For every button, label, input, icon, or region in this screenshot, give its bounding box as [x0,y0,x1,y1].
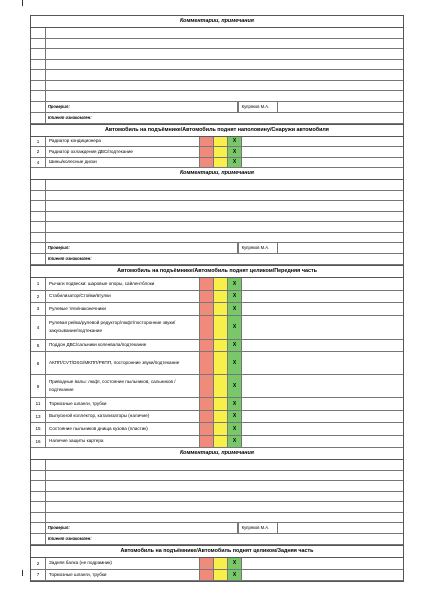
section-title: Автомобиль на подъёмнике/Автомобиль поднят наполовину/Снаружи автомобиля [31,125,403,137]
comment-line[interactable] [31,513,403,524]
item-text: Наличие защиты картера [46,436,200,448]
item-number: 15 [31,423,46,435]
item-text: Тормозные шланги, трубки [46,398,200,410]
status-red-cell[interactable] [200,352,214,374]
status-yellow-cell[interactable] [214,137,228,147]
item-number: 11 [31,398,46,410]
comment-line[interactable] [31,180,403,191]
client-acknowledged-label: Клиент ознакомлен: [48,114,92,120]
status-yellow-cell[interactable] [214,340,228,352]
item-text: АКПП/CVT/DSG/МКПП/РКПП, посторонние звуки/подтекание [46,352,200,374]
comment-line[interactable] [31,481,403,492]
comment-line[interactable] [31,49,403,60]
comment-line[interactable] [31,201,403,212]
comment-line[interactable] [31,28,403,39]
comment-line[interactable] [31,233,403,244]
status-green-cell[interactable]: X [228,375,242,397]
status-yellow-cell[interactable] [214,158,228,168]
item-number: 7 [31,570,46,581]
item-number: 1 [31,137,46,147]
status-green-cell[interactable]: X [228,278,242,290]
client-acknowledged-label: Клиент ознакомлен: [48,256,92,261]
comment-line[interactable] [31,222,403,233]
comment-line[interactable] [31,471,403,482]
section-title: Автомобиль на подъёмнике/Автомобиль поднят целиком/Передняя часть [31,266,403,278]
item-number: 4 [31,316,46,339]
checklist-row [31,137,403,148]
checklist-row [31,570,403,582]
checklist-row [31,558,403,570]
status-green-cell[interactable]: X [228,147,242,157]
front-section [30,265,404,545]
checklist-row [31,158,403,169]
comments-header: Комментарии, примечания [31,168,403,180]
checklist-row [31,278,403,291]
status-green-cell[interactable]: X [228,398,242,410]
status-yellow-cell[interactable] [214,352,228,374]
status-red-cell[interactable] [200,375,214,397]
checked-by-label: Проверил: [46,243,238,253]
status-yellow-cell[interactable] [214,303,228,315]
checked-by-row [31,523,403,534]
item-text: Поддон ДВС/сальники коленвала/подтекание [46,340,200,352]
client-acknowledged-row [31,534,403,545]
comments-section-1 [30,15,404,124]
status-green-cell[interactable]: X [228,303,242,315]
status-red-cell[interactable] [200,291,214,303]
item-number: 4 [31,158,46,168]
status-green-cell[interactable]: X [228,570,242,581]
checklist-row [31,352,403,375]
status-green-cell[interactable]: X [228,137,242,147]
status-red-cell[interactable] [200,147,214,157]
status-red-cell[interactable] [200,398,214,410]
checklist-row [31,147,403,158]
checklist-row [31,436,403,449]
item-number: 16 [31,436,46,448]
status-green-cell[interactable]: X [228,352,242,374]
status-red-cell[interactable] [200,570,214,581]
item-text: Тормозные шланги, трубки [46,570,200,581]
status-red-cell[interactable] [200,340,214,352]
checklist-row [31,291,403,304]
item-text: Выпускной коллектор, катализаторы (наличие) [46,411,200,423]
comment-line[interactable] [31,460,403,471]
item-number: 1 [31,278,46,290]
item-text: Рулевая рейка/рулевой редуктор/люфт/посторонние звуки/закусывание/подтекание [46,316,200,339]
comment-line[interactable] [31,70,403,81]
client-acknowledged-row [31,254,403,265]
comment-line[interactable] [31,502,403,513]
status-yellow-cell[interactable] [214,411,228,423]
status-yellow-cell[interactable] [214,570,228,581]
status-yellow-cell[interactable] [214,436,228,448]
margin-mark-top [22,0,23,6]
status-green-cell[interactable]: X [228,340,242,352]
checked-by-row [31,243,403,254]
item-text: Приводные валы: люфт, состояние пыльников, сальников / подтекание [46,375,200,397]
status-red-cell[interactable] [200,137,214,147]
checked-by-name: Купряков М.А. [238,243,277,253]
checked-by-name: Купряков М.А. [238,523,277,533]
item-text: Радиатор кондиционера [46,137,200,147]
comment-line[interactable] [31,60,403,71]
item-text: Шины/колесные диски [46,158,200,168]
item-text: Радиатор охлаждения ДВС/подтекание [46,147,200,157]
status-yellow-cell[interactable] [214,423,228,435]
checklist-row [31,423,403,436]
status-green-cell[interactable]: X [228,158,242,168]
margin-mark-bottom [22,570,23,576]
status-yellow-cell[interactable] [214,398,228,410]
client-acknowledged-row [31,113,403,124]
status-green-cell[interactable]: X [228,291,242,303]
item-text: Стабилизатор/Стойки/втулки [46,291,200,303]
checked-by-row [31,102,403,113]
comment-line[interactable] [31,212,403,223]
comment-line[interactable] [31,39,403,50]
item-text: Состояние пыльников днища кузова (пластик) [46,423,200,435]
status-red-cell[interactable] [200,303,214,315]
status-yellow-cell[interactable] [214,278,228,290]
item-text: Рычаги подвески: шаровые опоры, сайлентблоки [46,278,200,290]
item-number: 2 [31,558,46,569]
status-red-cell[interactable] [200,436,214,448]
exterior-section [30,124,404,266]
comment-line[interactable] [31,492,403,503]
item-number: 9 [31,375,46,397]
item-number: 3 [31,303,46,315]
checked-by-label: Проверил: [46,523,238,533]
status-red-cell[interactable] [200,316,214,339]
item-text: Задняя балка (не подрамник) [46,558,200,569]
status-green-cell[interactable]: X [228,316,242,339]
checked-by-name: Купряков М.А. [238,102,277,112]
status-yellow-cell[interactable] [214,316,228,339]
status-green-cell[interactable]: X [228,558,242,569]
item-number: 6 [31,352,46,374]
client-acknowledged-label: Клиент ознакомлен: [48,536,92,541]
checklist-row [31,398,403,411]
checklist-row [31,340,403,353]
status-green-cell[interactable]: X [228,436,242,448]
status-green-cell[interactable]: X [228,423,242,435]
checklist-row [31,303,403,316]
checklist-row [31,316,403,340]
comment-line[interactable] [31,81,403,92]
status-green-cell[interactable]: X [228,411,242,423]
status-yellow-cell[interactable] [214,291,228,303]
section-title: Автомобиль на подъёмнике/Автомобиль поднят целиком/Задняя часть [31,546,403,558]
comments-header: Комментарии, примечания [31,16,403,28]
comment-line[interactable] [31,91,403,102]
item-number: 2 [31,291,46,303]
status-red-cell[interactable] [200,278,214,290]
status-yellow-cell[interactable] [214,147,228,157]
status-yellow-cell[interactable] [214,375,228,397]
checked-by-label: Проверил: [46,102,238,112]
item-number: 2 [31,147,46,157]
comment-line[interactable] [31,191,403,202]
rear-section [30,545,404,582]
status-red-cell[interactable] [200,423,214,435]
item-text: Рулевые тяги/наконечники [46,303,200,315]
status-red-cell[interactable] [200,558,214,569]
item-number: 5 [31,340,46,352]
checklist-row [31,411,403,424]
status-red-cell[interactable] [200,411,214,423]
checklist-row [31,375,403,398]
status-yellow-cell[interactable] [214,558,228,569]
inspection-sheet [30,15,404,582]
comments-header: Комментарии, примечания [31,448,403,460]
status-red-cell[interactable] [200,158,214,168]
item-number: 13 [31,411,46,423]
